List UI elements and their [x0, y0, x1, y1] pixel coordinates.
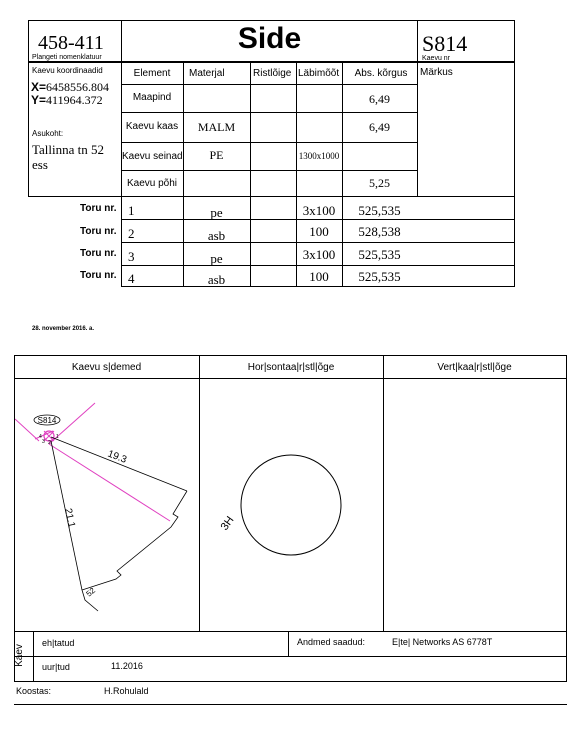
pipe-num-label: 4 [39, 434, 42, 440]
footer-mid-divider [288, 631, 289, 657]
table-row-line-4 [121, 170, 417, 171]
built-label: eh|tatud [42, 638, 75, 648]
location-value: Tallinna tn 52 ess [32, 142, 105, 172]
footer-bottom-line [14, 681, 567, 682]
sketch-bottom-border [14, 631, 567, 632]
dimension-line [51, 437, 187, 491]
col-header-note: Märkus [420, 67, 453, 78]
connections-sketch [15, 379, 199, 631]
nomenclature-value: 458-411 [38, 32, 104, 54]
dimension-label: 19.3 [105, 448, 129, 466]
table-row-line-3 [121, 142, 417, 143]
author-label: Koostas: [16, 686, 52, 696]
sketch-well-label: S814 [37, 416, 57, 425]
col-header-diameter: Läbimõõt [298, 68, 340, 79]
coord-y [31, 93, 103, 108]
pipe-nr: 4 [128, 271, 135, 286]
data-source-label: Andmed saadud: [297, 637, 366, 647]
pipe-row-label: Toru nr. [80, 203, 117, 214]
col-header-material: Materjal [189, 68, 225, 79]
pipe-height: 525,535 [358, 269, 401, 284]
footer-kaev-divider [33, 631, 34, 682]
well-number: S814 [422, 31, 468, 56]
pipe-diameter: 3x100 [302, 247, 336, 262]
pipe-height: 525,535 [358, 247, 401, 262]
surveyed-date: 11.2016 [111, 661, 143, 671]
left-border [28, 20, 29, 196]
coord-x-value: 6458556.804 [46, 80, 110, 94]
document-date: 28. november 2016. a. [32, 326, 95, 332]
section-mark: 3H [218, 514, 237, 533]
surveyed-label: uur|tud [42, 662, 70, 672]
sketch-divider-2 [383, 355, 384, 632]
pipe-row-line-4 [121, 286, 515, 287]
element-name: Maapind [132, 92, 172, 103]
section-connections-title: Kaevu s|demed [71, 362, 142, 373]
table-row-line-2 [121, 112, 417, 113]
pipe-material: pe [210, 251, 223, 266]
horizontal-section-sketch [200, 379, 383, 631]
page-title: Side [237, 22, 302, 55]
pipe-row-line-3 [121, 265, 515, 266]
element-name: Kaevu kaas [125, 121, 179, 132]
pipe-height: 525,535 [358, 203, 401, 218]
dimension-label: 52 [84, 585, 98, 599]
kaev-label: Kaev [13, 644, 25, 667]
pipe-row-label: Toru nr. [80, 270, 117, 281]
pipe-row-line-1 [121, 219, 515, 220]
data-source-value: E|te| Networks AS 6778T [392, 637, 493, 647]
pipe-nr: 2 [128, 226, 135, 241]
coords-label: Kaevu koordinaadid [32, 66, 103, 75]
element-diameter: 1300x1000 [298, 151, 340, 161]
section-horizontal-title: Hor|sontaa|r|stl|õge [247, 362, 335, 373]
header-divider-2 [417, 20, 418, 196]
coord-y-label: Y= [31, 93, 47, 107]
element-name: Kaevu põhi [126, 178, 178, 189]
pipe-nr: 1 [128, 203, 135, 218]
section-vertical-title: Vert|kaa|r|stl|õge [437, 362, 512, 373]
element-height: 6,49 [369, 120, 390, 134]
pipe-diameter: 100 [309, 269, 329, 284]
building-outline [82, 491, 187, 611]
col-header-cross: Ristlõige [253, 68, 292, 79]
element-height: 5,25 [369, 176, 390, 190]
location-label: Asukoht: [32, 129, 64, 138]
pipe-material: pe [210, 205, 223, 220]
coord-y-value: 411964.372 [46, 93, 103, 107]
table-row-line-5 [28, 196, 515, 197]
table-row-line-1 [121, 84, 417, 85]
pipe-material: asb [207, 228, 226, 243]
sketch-top-border [14, 355, 567, 356]
pipe-height: 528,538 [358, 224, 401, 239]
pipe-row-label: Toru nr. [80, 226, 117, 237]
well-cross-section [241, 455, 341, 555]
pipe-material: asb [207, 272, 226, 287]
footer-row-line [14, 656, 567, 657]
pipe-diameter: 3x100 [302, 203, 336, 218]
pipe-num-label: 2 [48, 440, 51, 446]
sketch-right-border [566, 355, 567, 682]
element-material: MALM [197, 120, 236, 134]
nomenclature-label: Plangeti nomenklatuur [32, 54, 102, 61]
element-material: PE [209, 148, 224, 162]
well-number-label: Kaevu nr [422, 55, 451, 62]
footer-end-line [14, 704, 567, 705]
element-height: 6,49 [369, 92, 390, 106]
top-border [28, 20, 515, 21]
coord-x-label: X= [31, 80, 47, 94]
col-header-height: Abs. kõrgus [354, 68, 408, 79]
col-header-element: Element [133, 68, 171, 79]
author-value: H.Rohulald [104, 686, 149, 696]
pipe-row-label: Toru nr. [80, 248, 117, 259]
element-name: Kaevu seinad [122, 151, 183, 162]
pipe-diameter: 100 [309, 224, 329, 239]
pipe-nr: 3 [128, 249, 135, 264]
right-border [514, 20, 515, 287]
pipe-num-label: 1 [56, 434, 59, 440]
pipe-row-line-2 [121, 242, 515, 243]
pipe-num-label: 3 [42, 439, 45, 445]
table-col-line-3 [250, 63, 251, 287]
dimension-label: 21.1 [62, 507, 77, 529]
